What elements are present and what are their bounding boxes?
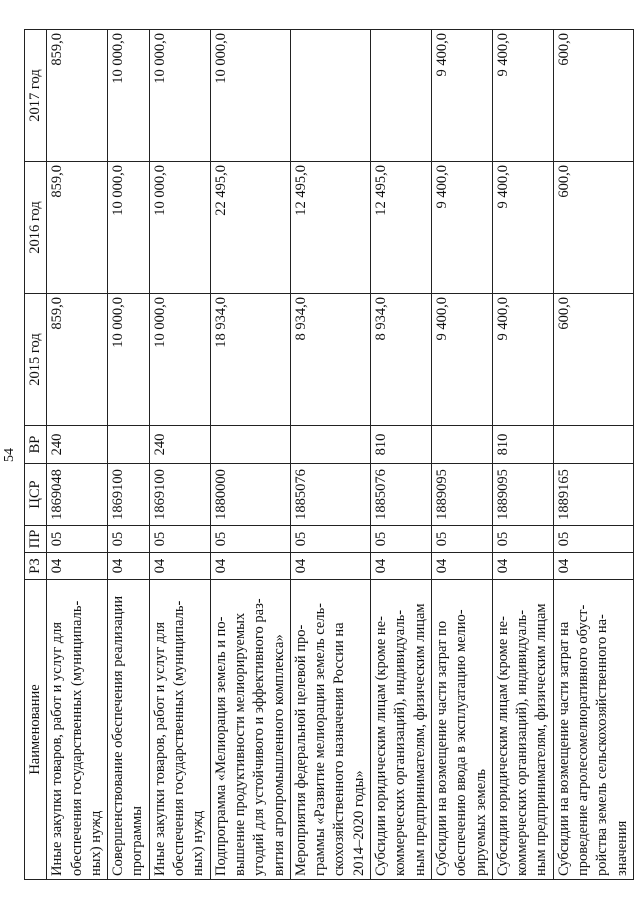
table-row: [290, 30, 370, 880]
name-line: обеспечения государственных (муниципаль-: [68, 600, 85, 876]
header-pr: ПР: [25, 526, 47, 553]
cell-csr: 1869100: [149, 464, 210, 526]
name-line: значения: [613, 820, 630, 876]
name-line: вития агропромышленного комплекса»: [270, 634, 287, 876]
cell-pr: 05: [371, 526, 432, 553]
cell-csr: 1885076: [290, 464, 370, 526]
cell-name: [553, 580, 633, 880]
name-line: Подпрограмма «Мелиорация земель и по-: [212, 616, 229, 876]
cell-y2017: [290, 30, 370, 162]
cell-y2016: 12 495,0: [290, 162, 370, 294]
cell-name: [431, 580, 492, 880]
name-line: Субсидии юридическим лицам (кроме не-: [494, 616, 511, 876]
cell-y2015: 8 934,0: [290, 294, 370, 426]
cell-rz: 04: [431, 553, 492, 580]
name-line: ным предпринимателям, физическим лицам: [533, 603, 550, 876]
cell-y2016: 10 000,0: [149, 162, 210, 294]
cell-rz: 04: [210, 553, 290, 580]
cell-rz: 04: [553, 553, 633, 580]
cell-y2017: 9 400,0: [431, 30, 492, 162]
cell-y2015: 859,0: [47, 294, 108, 426]
table-row: [149, 30, 210, 880]
name-line: Субсидии на возмещение части затрат на: [555, 621, 572, 876]
cell-y2016: 9 400,0: [492, 162, 553, 294]
name-line: обеспечению ввода в эксплуатацию мелио-: [453, 609, 470, 876]
cell-y2017: 600,0: [553, 30, 633, 162]
cell-csr: 1885076: [371, 464, 432, 526]
table-row: [47, 30, 108, 880]
cell-y2015: 600,0: [553, 294, 633, 426]
cell-vr: [431, 426, 492, 464]
table-row: [108, 30, 150, 880]
name-line: проведение агролесомелиоративного обуст-: [575, 604, 592, 876]
name-line: коммерческих организаций), индивидуаль-: [514, 609, 531, 876]
cell-pr: 05: [149, 526, 210, 553]
cell-vr: 810: [492, 426, 553, 464]
cell-name: [290, 580, 370, 880]
header-2016: 2016 год: [25, 162, 47, 294]
table-row: [553, 30, 633, 880]
cell-vr: 240: [149, 426, 210, 464]
name-line: Субсидии юридическим лицам (кроме не-: [373, 616, 390, 876]
cell-y2015: 18 934,0: [210, 294, 290, 426]
header-name: Наименование: [25, 580, 47, 880]
header-csr: ЦСР: [25, 464, 47, 526]
name-line: программы: [129, 806, 146, 876]
name-line: ных) нужд: [87, 810, 104, 876]
cell-y2017: 10 000,0: [149, 30, 210, 162]
table-row: [431, 30, 492, 880]
name-line: рируемых земель: [472, 769, 489, 876]
cell-csr: 1889165: [553, 464, 633, 526]
cell-y2015: 9 400,0: [492, 294, 553, 426]
header-vr: ВР: [25, 426, 47, 464]
cell-pr: 05: [210, 526, 290, 553]
name-line: ройства земель сельскохозяйственного на-: [594, 614, 611, 876]
cell-name: [210, 580, 290, 880]
page-number: 54: [2, 448, 17, 462]
name-line: Мероприятия федеральной целевой про-: [292, 624, 309, 876]
cell-vr: [108, 426, 150, 464]
cell-vr: 810: [371, 426, 432, 464]
table-row: [492, 30, 553, 880]
cell-pr: 05: [290, 526, 370, 553]
cell-y2017: [371, 30, 432, 162]
cell-rz: 04: [371, 553, 432, 580]
name-line: Субсидии на возмещение части затрат по: [433, 620, 450, 876]
cell-vr: 240: [47, 426, 108, 464]
cell-vr: [553, 426, 633, 464]
cell-rz: 04: [47, 553, 108, 580]
cell-name: [47, 580, 108, 880]
cell-csr: 1869100: [108, 464, 150, 526]
cell-y2017: 859,0: [47, 30, 108, 162]
cell-csr: 1869048: [47, 464, 108, 526]
header-2017: 2017 год: [25, 30, 47, 162]
name-line: ным предпринимателям, физическим лицам: [411, 603, 428, 876]
name-line: Иные закупки товаров, работ и услуг для: [151, 621, 168, 876]
cell-y2016: 9 400,0: [431, 162, 492, 294]
name-line: граммы «Развитие мелиорации земель сель-: [312, 602, 329, 876]
cell-csr: 1889095: [431, 464, 492, 526]
name-line: коммерческих организаций), индивидуаль-: [392, 609, 409, 876]
cell-y2015: 9 400,0: [431, 294, 492, 426]
cell-y2017: 9 400,0: [492, 30, 553, 162]
cell-pr: 05: [47, 526, 108, 553]
name-line: Совершенствование обеспечения реализации: [110, 595, 127, 876]
cell-y2017: 10 000,0: [108, 30, 150, 162]
cell-name: [492, 580, 553, 880]
table-row: [210, 30, 290, 880]
cell-rz: 04: [492, 553, 553, 580]
cell-y2017: 10 000,0: [210, 30, 290, 162]
cell-rz: 04: [290, 553, 370, 580]
header-row: [25, 30, 47, 880]
document-page: [2, 30, 630, 880]
name-line: Иные закупки товаров, работ и услуг для: [49, 621, 66, 876]
cell-rz: 04: [108, 553, 150, 580]
cell-y2016: 12 495,0: [371, 162, 432, 294]
cell-y2016: 859,0: [47, 162, 108, 294]
name-line: ных) нужд: [190, 810, 207, 876]
cell-y2015: 8 934,0: [371, 294, 432, 426]
name-line: обеспечения государственных (муниципаль-: [171, 600, 188, 876]
cell-name: [149, 580, 210, 880]
budget-table: [24, 29, 634, 880]
cell-vr: [210, 426, 290, 464]
name-line: скохозяйственного назначения России на: [331, 622, 348, 876]
table-row: [371, 30, 432, 880]
cell-pr: 05: [431, 526, 492, 553]
header-2015: 2015 год: [25, 294, 47, 426]
cell-pr: 05: [553, 526, 633, 553]
name-line: вышение продуктивности мелиорируемых: [231, 612, 248, 876]
cell-y2016: 22 495,0: [210, 162, 290, 294]
cell-csr: 1880000: [210, 464, 290, 526]
cell-csr: 1889095: [492, 464, 553, 526]
cell-name: [108, 580, 150, 880]
cell-rz: 04: [149, 553, 210, 580]
header-rz: РЗ: [25, 553, 47, 580]
cell-y2016: 600,0: [553, 162, 633, 294]
cell-vr: [290, 426, 370, 464]
cell-y2015: 10 000,0: [149, 294, 210, 426]
cell-pr: 05: [492, 526, 553, 553]
name-line: 2014–2020 годы»: [350, 770, 367, 876]
cell-y2016: 10 000,0: [108, 162, 150, 294]
name-line: угодий для устойчивого и эффективного раз-: [251, 598, 268, 876]
cell-pr: 05: [108, 526, 150, 553]
cell-y2015: 10 000,0: [108, 294, 150, 426]
cell-name: [371, 580, 432, 880]
